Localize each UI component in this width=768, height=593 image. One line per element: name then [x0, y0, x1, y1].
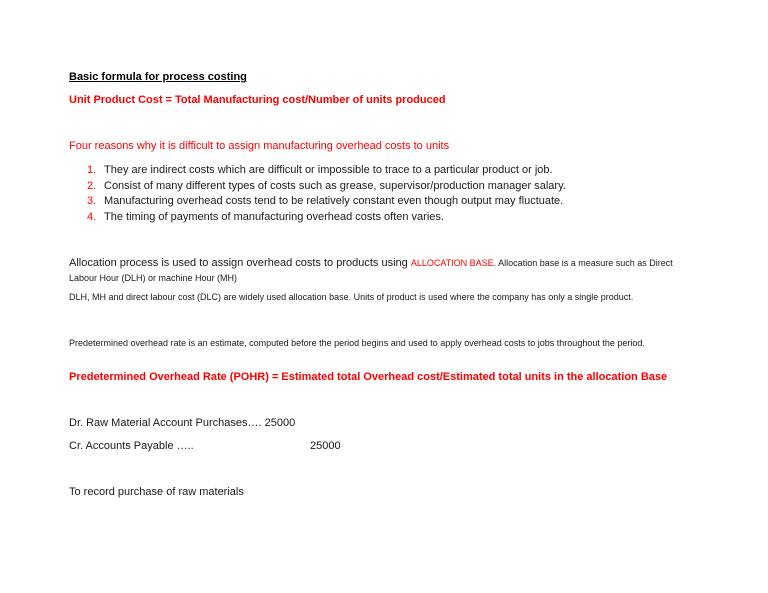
list-number: 4.: [87, 210, 97, 223]
list-item-text: They are indirect costs which are difficult or impossible to trace to a particular product or job.: [104, 164, 553, 176]
list-item-text: Manufacturing overhead costs tend to be relatively constant even though output may fluctuate.: [104, 195, 564, 207]
section-heading: Basic formula for process costing: [69, 71, 247, 83]
list-item: [87, 194, 566, 210]
list-item-text: The timing of payments of manufacturing overhead costs often varies.: [104, 210, 444, 223]
list-item-text: Consist of many different types of costs such as grease, supervisor/production manager salary.: [104, 179, 566, 192]
pohr-definition: Predetermined overhead rate is an estimate, computed before the period begins and used to apply overhead costs to jobs throughout the period.: [69, 338, 645, 348]
unit-cost-formula: Unit Product Cost = Total Manufacturing cost/Number of units produced: [69, 94, 446, 106]
journal-debit: Dr. Raw Material Account Purchases…. 25000: [69, 417, 296, 429]
list-item: [87, 210, 566, 226]
list-item: [87, 163, 566, 179]
list-number: 2.: [87, 179, 97, 192]
allocation-paragraph: [69, 255, 689, 285]
reasons-title: Four reasons why it is difficult to assign manufacturing overhead costs to units: [69, 140, 450, 152]
journal-credit-amount: 25000: [310, 440, 341, 452]
allocation-base-highlight: ALLOCATION BASE.: [410, 258, 497, 268]
list-number: 1.: [87, 164, 97, 176]
journal-credit-label: Cr. Accounts Payable …..: [69, 440, 194, 452]
reasons-list: [87, 163, 566, 225]
list-number: 3.: [87, 195, 97, 207]
list-item: [87, 179, 566, 195]
journal-narration: To record purchase of raw materials: [69, 486, 244, 498]
allocation-rest: Allocation base is a measure such as Direct Labour Hour (DLH) or machine Hour (MH): [69, 258, 673, 283]
allocation-note: DLH, MH and direct labour cost (DLC) are widely used allocation base. Units of product is used where the company has only a single product.: [69, 292, 634, 302]
allocation-lead: Allocation process is used to assign overhead costs to products using: [69, 257, 411, 269]
pohr-formula: Predetermined Overhead Rate (POHR) = Estimated total Overhead cost/Estimated total units in the allocation Base: [69, 371, 668, 383]
